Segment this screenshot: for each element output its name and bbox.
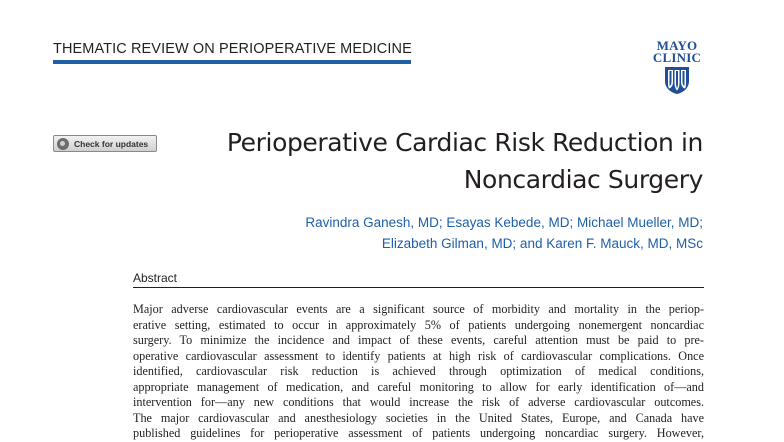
check-updates-icon [57, 138, 69, 150]
authors-line-2[interactable]: Elizabeth Gilman, MD; and Karen F. Mauck, MD, MSc [381, 236, 703, 251]
abstract-line: intervention for—any new conditions that would increase the risk of adverse cardiovascular outcomes. [133, 395, 704, 409]
article-title [183, 124, 703, 198]
abstract-line: operative cardiovascular assessment to identify patients at high risk of cardiovascular complications. Once [133, 348, 704, 363]
title-line-1: Perioperative Cardiac Risk Reduction in [226, 128, 703, 157]
author-list [143, 212, 703, 254]
abstract-line: The major cardiovascular and anesthesiology societies in the United States, Europe, and Canada have [133, 410, 704, 425]
title-line-2: Noncardiac Surgery [463, 165, 703, 194]
abstract-line: appropriate management of medication, and careful monitoring to allow for early identification of—and [133, 379, 704, 394]
mayo-shield-icon [643, 65, 711, 100]
abstract-line: identified, cardiovascular risk reduction is achieved through optimization of medical conditions, [133, 364, 704, 378]
abstract-line: surgery. To minimize the incidence and impact of these events, careful attention must be paid to pre- [133, 333, 704, 347]
abstract-body [133, 302, 704, 442]
abstract-line: erative setting, estimated to occur in approximately 5% of patients undergoing nonemergent noncardiac [133, 317, 704, 332]
mayo-clinic-logo [643, 40, 711, 100]
abstract-line: Major adverse cardiovascular events are a significant source of morbidity and mortality in the periop- [133, 302, 704, 316]
abstract-line: published guidelines for perioperative assessment of patients undergoing noncardiac surgery. However, [133, 426, 704, 440]
authors-line-1[interactable]: Ravindra Ganesh, MD; Esayas Kebede, MD; Michael Mueller, MD; [305, 215, 703, 230]
logo-line-2: CLINIC [652, 50, 702, 65]
abstract-heading: Abstract [133, 271, 178, 285]
section-label: THEMATIC REVIEW ON PERIOPERATIVE MEDICINE [53, 41, 412, 57]
abstract-rule [133, 287, 704, 288]
check-for-updates-label: Check for updates [74, 138, 149, 149]
check-for-updates-button[interactable] [53, 135, 157, 152]
logo-line-1: MAYO [656, 38, 698, 53]
section-rule [53, 60, 411, 64]
